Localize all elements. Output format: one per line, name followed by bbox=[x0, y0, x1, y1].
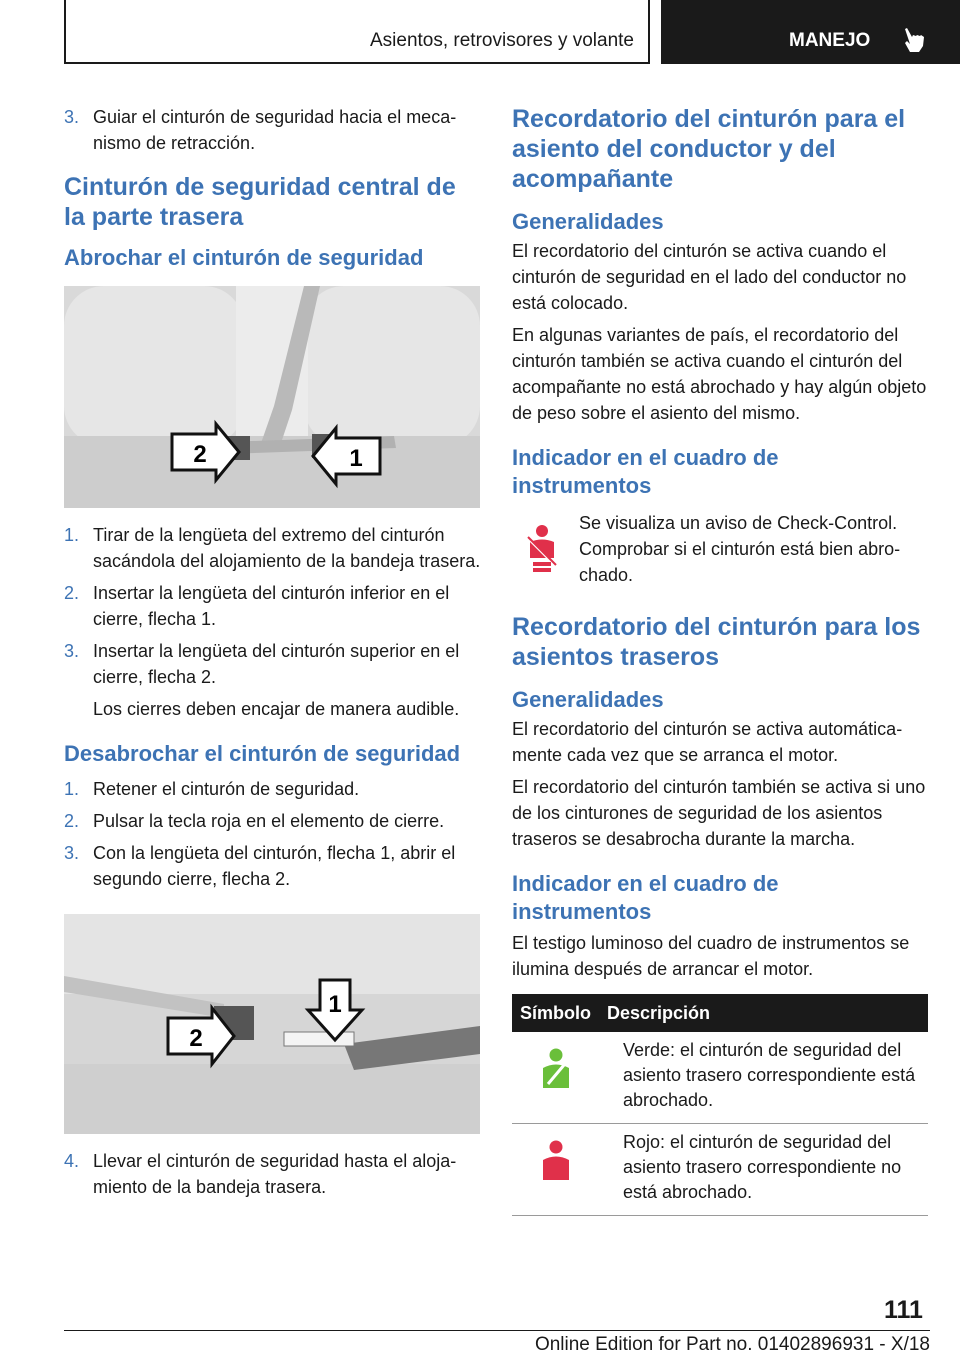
front-general-p1: El recordatorio del cinturón se activa cuando el cinturón de seguridad en el lado del conductor no está colocado. bbox=[512, 241, 907, 313]
subheading-indicator-rear: Indicador en el cuadro de instrumentos bbox=[512, 871, 779, 924]
list-item: 3. Guiar el cinturón de seguridad hacia el mecanismo de retracción. bbox=[64, 107, 457, 153]
list-item: 3. Con la lengüeta del cinturón, flecha 1, abrir el segundo cierre, flecha 2. bbox=[64, 843, 456, 889]
section-heading-center-belt: Cinturón de seguridad central de la parte trasera bbox=[64, 173, 456, 231]
rear-indicator-text: El testigo luminoso del cuadro de instrumentos se ilumina después de arrancar el motor. bbox=[512, 933, 910, 979]
rear-seat-photo-fasten bbox=[64, 286, 480, 508]
header-section-title: Asientos, retrovisores y volante bbox=[64, 0, 650, 64]
subheading-indicator-front: Indicador en el cuadro de instrumentos bbox=[512, 445, 779, 498]
rear-seat-photo-unfasten bbox=[64, 914, 480, 1134]
header-chapter-tab[interactable] bbox=[661, 0, 960, 64]
hand-pointer-icon bbox=[901, 26, 927, 54]
fasten-note: Los cierres deben encajar de manera audible. bbox=[93, 699, 460, 719]
front-general-p2: En algunas variantes de país, el recordatorio del cinturón también se activa cuando el cinturón del acompañante no está abrochado y hay algún objeto de peso sobre el asiento del mismo. bbox=[512, 325, 927, 423]
footer-rule bbox=[64, 1330, 930, 1331]
subheading-general-front: Generalidades bbox=[512, 209, 664, 234]
subheading-general-rear: Generalidades bbox=[512, 687, 664, 712]
section-heading-front-reminder: Recordatorio del cinturón para el asiento del conductor y del acompañante bbox=[512, 105, 906, 193]
symbol-table bbox=[512, 994, 928, 1216]
table-header-symbol: Símbolo bbox=[512, 994, 599, 1032]
rear-general-p1: El recordatorio del cinturón se activa automáticamente cada vez que se arranca el motor. bbox=[512, 719, 903, 765]
svg-text:1: 1 bbox=[328, 991, 342, 1018]
list-item: 2. Pulsar la tecla roja en el elemento de cierre. bbox=[64, 811, 445, 831]
seatbelt-fastened-icon bbox=[540, 1048, 572, 1090]
front-indicator-text: Se visualiza un aviso de Check-Control. Comprobar si el cinturón está bien abrochado. bbox=[579, 513, 901, 585]
svg-text:1: 1 bbox=[349, 445, 363, 472]
list-item: 1. Tirar de la lengüeta del extremo del cinturón sacándola del alojamiento de la bandeja trasera. bbox=[64, 525, 481, 571]
svg-text:2: 2 bbox=[193, 441, 207, 468]
list-item: 1. Retener el cinturón de seguridad. bbox=[64, 779, 360, 799]
right-column bbox=[512, 104, 928, 1216]
page-number: 111 bbox=[884, 1296, 923, 1324]
table-row: Rojo: el cinturón de seguridad del asiento trasero correspondiente no está abrochado. bbox=[512, 1124, 928, 1216]
subheading-fasten: Abrochar el cinturón de seguridad bbox=[64, 245, 424, 270]
subheading-unfasten: Desabrochar el cinturón de seguridad bbox=[64, 741, 461, 766]
left-column bbox=[64, 104, 482, 1200]
front-indicator-block bbox=[512, 510, 928, 588]
footer-edition: Online Edition for Part no. 01402896931 - X/18 bbox=[534, 1334, 930, 1355]
svg-text:2: 2 bbox=[189, 1025, 203, 1052]
rear-general-p2: El recordatorio del cinturón también se activa si uno de los cinturones de seguridad de los asientos traseros se desabrocha durante la marcha. bbox=[512, 777, 926, 849]
chapter-label: MANEJO bbox=[789, 30, 871, 51]
seatbelt-warning-icon bbox=[524, 524, 560, 574]
list-item: 3. Insertar la lengüeta del cinturón superior en el cierre, flecha 2. bbox=[64, 641, 460, 687]
list-item: 4. Llevar el cinturón de seguridad hasta el alojamiento de la bandeja trasera. bbox=[64, 1151, 457, 1197]
table-header-description: Descripción bbox=[599, 994, 928, 1032]
section-heading-rear-reminder: Recordatorio del cinturón para los asientos traseros bbox=[512, 613, 921, 671]
seatbelt-unfastened-icon bbox=[540, 1140, 572, 1182]
table-row: Verde: el cinturón de seguridad del asiento trasero correspondiente está abrochado. bbox=[512, 1032, 928, 1124]
list-item: 2. Insertar la lengüeta del cinturón inferior en el cierre, flecha 1. bbox=[64, 583, 450, 629]
